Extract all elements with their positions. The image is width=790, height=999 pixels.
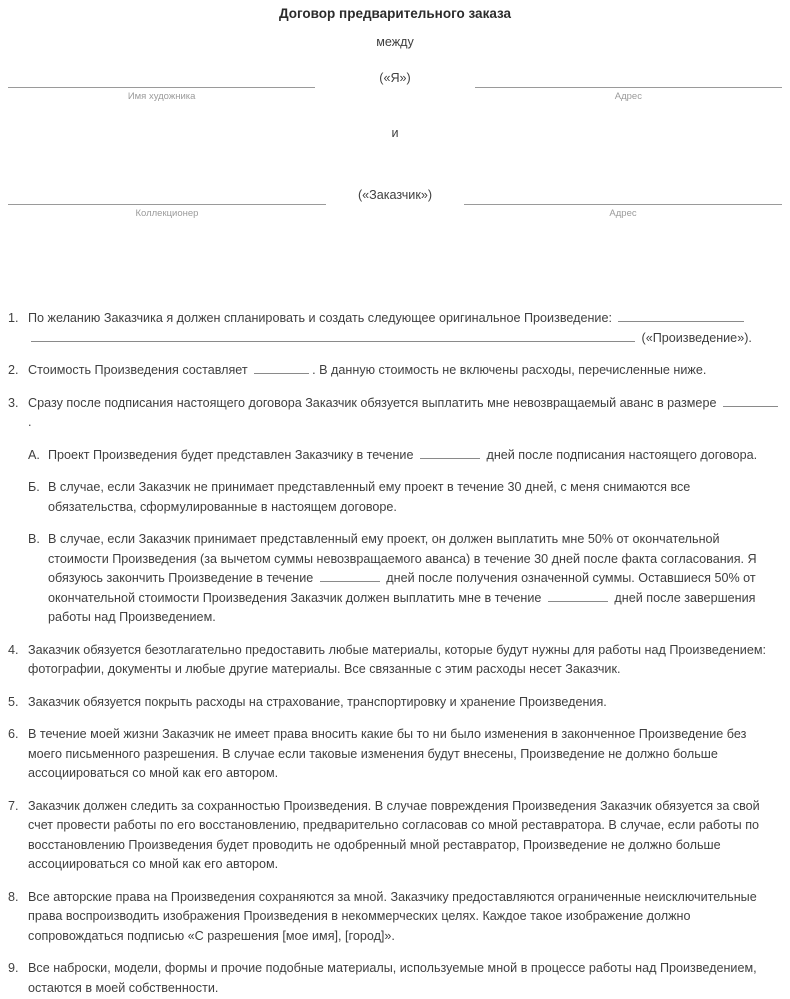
clause-label: 2. [8,363,19,378]
clause-text [48,446,782,466]
clause-label: 7. [8,798,19,813]
clause-label: 5. [8,694,19,709]
clause [8,797,782,875]
clause-text [28,693,782,713]
blank-field [618,310,744,322]
clause [8,693,782,713]
clause [8,309,782,348]
clauses [8,309,782,998]
clause-text-segment: Стоимость Произведения составляет [28,363,252,378]
clause-text-segment: . [28,415,32,430]
clause-text-segment: Все авторские права на Произведения сохраняются за мной. Заказчику предоставляются ограниченные неисключительные права воспроизводить изображения Произведения в некоммерческих целях. Каждое такое изображение должно сопровождаться подписью «С разрешения [мое имя], [город]». [28,889,757,943]
blank-field [254,362,309,374]
clause-text [28,725,782,784]
clause-text-segment: дней после завершения работы над Произведением. [48,590,756,625]
clause-text-segment: Проект Произведения будет представлен Заказчику в течение [48,447,417,462]
clause-text [28,394,782,433]
artist-address-line [475,72,782,88]
clause-label: В. [28,532,40,547]
caption-artist-name: Имя художника [127,91,196,103]
clause-text [28,888,782,947]
clause-text [48,478,782,517]
clause-text-segment: В случае, если Заказчик принимает представленный ему проект, он должен выплатить мне 50% от окончательной стоимости Произведения (за вычетом суммы невозвращаемого аванса) в течение 30 дней после факта согласования. Я обязуюсь закончить Произведение в течение [48,532,757,586]
clause [8,394,782,433]
contract-document [8,6,782,999]
clause-text-segment: В течение моей жизни Заказчик не имеет права вносить какие бы то ни было изменения в законченное Произведение без моего письменного разрешения. В случае если таковые изменения будут внесены, Произведение не должно больше ассоциироваться со мной как его автором. [28,727,747,781]
clause-label: 4. [8,642,19,657]
clause-text-segment: . В данную стоимость не включены расходы, перечисленные ниже. [312,363,707,378]
clause-text-segment: Заказчик обязуется покрыть расходы на страхование, транспортировку и хранение Произведения. [28,694,607,709]
caption-artist-address: Адрес [614,91,642,103]
blank-field [320,570,380,582]
caption-collector-address: Адрес [609,208,637,220]
clause-text-segment: дней после получения означенной суммы. Оставшиеся 50% от окончательной стоимости Произведения Заказчик должен выплатить мне в течение [48,571,756,605]
clause-text [28,309,782,348]
clause [28,478,782,517]
document-title: Договор предварительного заказа [278,6,512,21]
clause-text-segment: Все наброски, модели, формы и прочие подобные материалы, используемые мной в процессе работы над Произведением, остаются в моей собственности. [28,961,757,995]
clause-label: Б. [28,480,40,495]
caption-collector-name: Коллекционер [135,208,199,220]
clause [8,888,782,947]
clause [28,446,782,466]
blank-field [420,447,480,459]
clause [8,641,782,680]
clause-label: А. [28,447,40,462]
clause-label: 3. [8,395,19,410]
clause-text-segment: По желанию Заказчика я должен спланировать и создать следующее оригинальное Произведение: [28,311,616,326]
blank-field [548,590,608,602]
clause-label: 6. [8,727,19,742]
party-artist-label: («Я») [379,70,411,85]
collector-name-line [8,189,326,205]
party-block-collector [8,186,782,220]
clause [8,361,782,381]
clause-text-segment: («Произведение»). [638,330,752,345]
party-collector-label: («Заказчик») [357,187,433,202]
clause-label: 8. [8,889,19,904]
clause-text [48,530,782,628]
clause-text [28,361,782,381]
clause-text-segment: дней после подписания настоящего договора. [482,447,758,462]
clause [28,530,782,628]
and-label: и [391,126,399,141]
clause-text [28,641,782,680]
artist-name-line [8,72,315,88]
clause-label: 9. [8,961,19,976]
clause-text [28,797,782,875]
clause [8,725,782,784]
clause-text [28,959,782,998]
between-label: между [376,35,414,49]
blank-field [31,330,635,342]
party-block-artist [8,69,782,103]
clause-label: 1. [8,311,19,326]
collector-address-line [464,189,782,205]
clause [8,959,782,998]
clause-text-segment: Заказчик обязуется безотлагательно предоставить любые материалы, которые будут нужны для работы над Произведением: фотографии, документы и любые другие материалы. Все связанные с этим расходы несет Заказчик. [28,642,766,677]
clause-text-segment: Сразу после подписания настоящего договора Заказчик обязуется выплатить мне невозвращаемый аванс в размере [28,395,720,410]
clause-text-segment: В случае, если Заказчик не принимает представленный ему проект в течение 30 дней, с меня снимаются все обязательства, сформулированные в настоящем договоре. [48,480,691,514]
clause-text-segment: Заказчик должен следить за сохранностью Произведения. В случае повреждения Произведения Заказчик обязуется за свой счет провести работы по его восстановлению, предварительно согласовав со мной реставратора. В случае, если работы по восстановлению Произведения будет проводить не одобренный мной реставратор, Произведение не должно больше ассоциироваться со мной как его автором. [28,798,760,872]
blank-field [723,395,778,407]
